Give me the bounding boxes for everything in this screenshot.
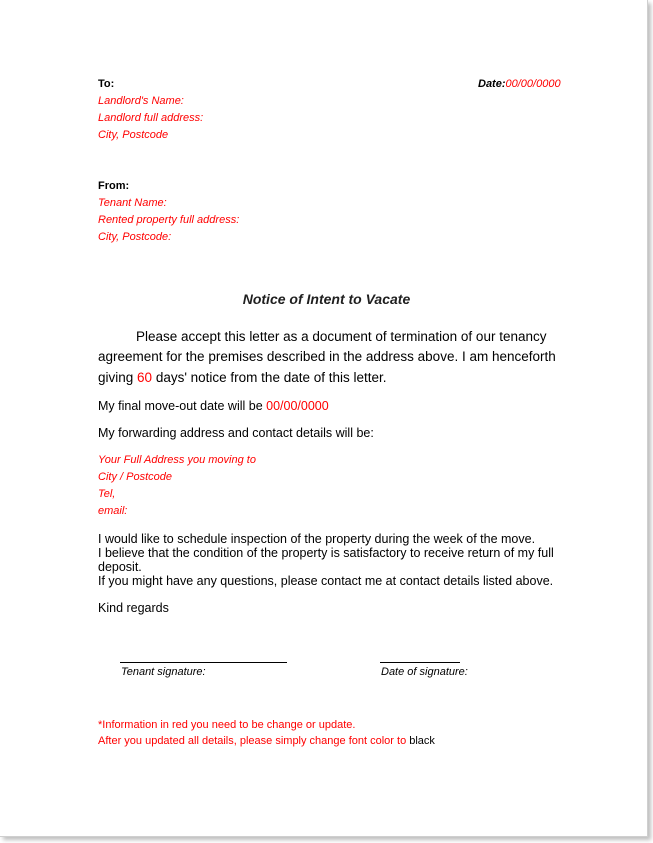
body-line-2: I believe that the condition of the property is satisfactory to receive return of my full: [98, 546, 554, 560]
date-field: [478, 76, 561, 93]
date-label: Date:: [478, 78, 506, 90]
note-line-2-black: black: [409, 735, 435, 747]
forwarding-email: email:: [98, 505, 128, 517]
date-value: 00/00/0000: [505, 78, 561, 90]
rented-property-address: Rented property full address:: [98, 214, 240, 226]
to-label: To:: [98, 78, 115, 90]
date-signature-line: [380, 662, 460, 663]
body-line-4: If you might have any questions, please contact me at contact details listed above.: [98, 574, 554, 588]
from-label: From:: [98, 180, 130, 192]
notice-days: 60: [137, 370, 153, 385]
intro-line-3-start: giving: [98, 370, 138, 385]
forwarding-address: Your Full Address you moving to: [98, 454, 256, 466]
document-title: Notice of Intent to Vacate: [242, 291, 411, 307]
body-line-3: deposit.: [98, 560, 142, 574]
moveout-date: 00/00/0000: [266, 399, 329, 413]
intro-line-2: agreement for the premises described in the address above. I am henceforth: [98, 349, 556, 364]
closing: Kind regards: [98, 601, 169, 615]
landlord-city: City, Postcode: [98, 129, 169, 141]
tenant-city: City, Postcode:: [98, 231, 172, 243]
moveout-line: [98, 399, 329, 414]
moveout-text: My final move-out date will be: [98, 399, 267, 413]
forwarding-city: City / Postcode: [98, 471, 172, 483]
landlord-name: Landlord's Name:: [98, 95, 184, 107]
body-line-1: I would like to schedule inspection of the property during the week of the move.: [98, 532, 536, 546]
note-line-2: [98, 733, 435, 750]
date-signature-label: Date of signature:: [381, 666, 468, 678]
intro-line-3: [98, 367, 387, 388]
note-line-1: *Information in red you need to be change or update.: [98, 719, 356, 731]
tenant-signature-line: [120, 662, 287, 663]
tenant-signature-label: Tenant signature:: [121, 666, 206, 678]
note-line-2-red: After you updated all details, please simply change font color to: [98, 735, 410, 747]
forwarding-tel: Tel,: [98, 488, 116, 500]
intro-line-1: Please accept this letter as a document of termination of our tenancy: [136, 329, 547, 344]
landlord-address: Landlord full address:: [98, 112, 204, 124]
tenant-name: Tenant Name:: [98, 197, 167, 209]
intro-line-3-end: days' notice from the date of this letter.: [152, 370, 387, 385]
forwarding-intro: My forwarding address and contact details will be:: [98, 426, 374, 440]
